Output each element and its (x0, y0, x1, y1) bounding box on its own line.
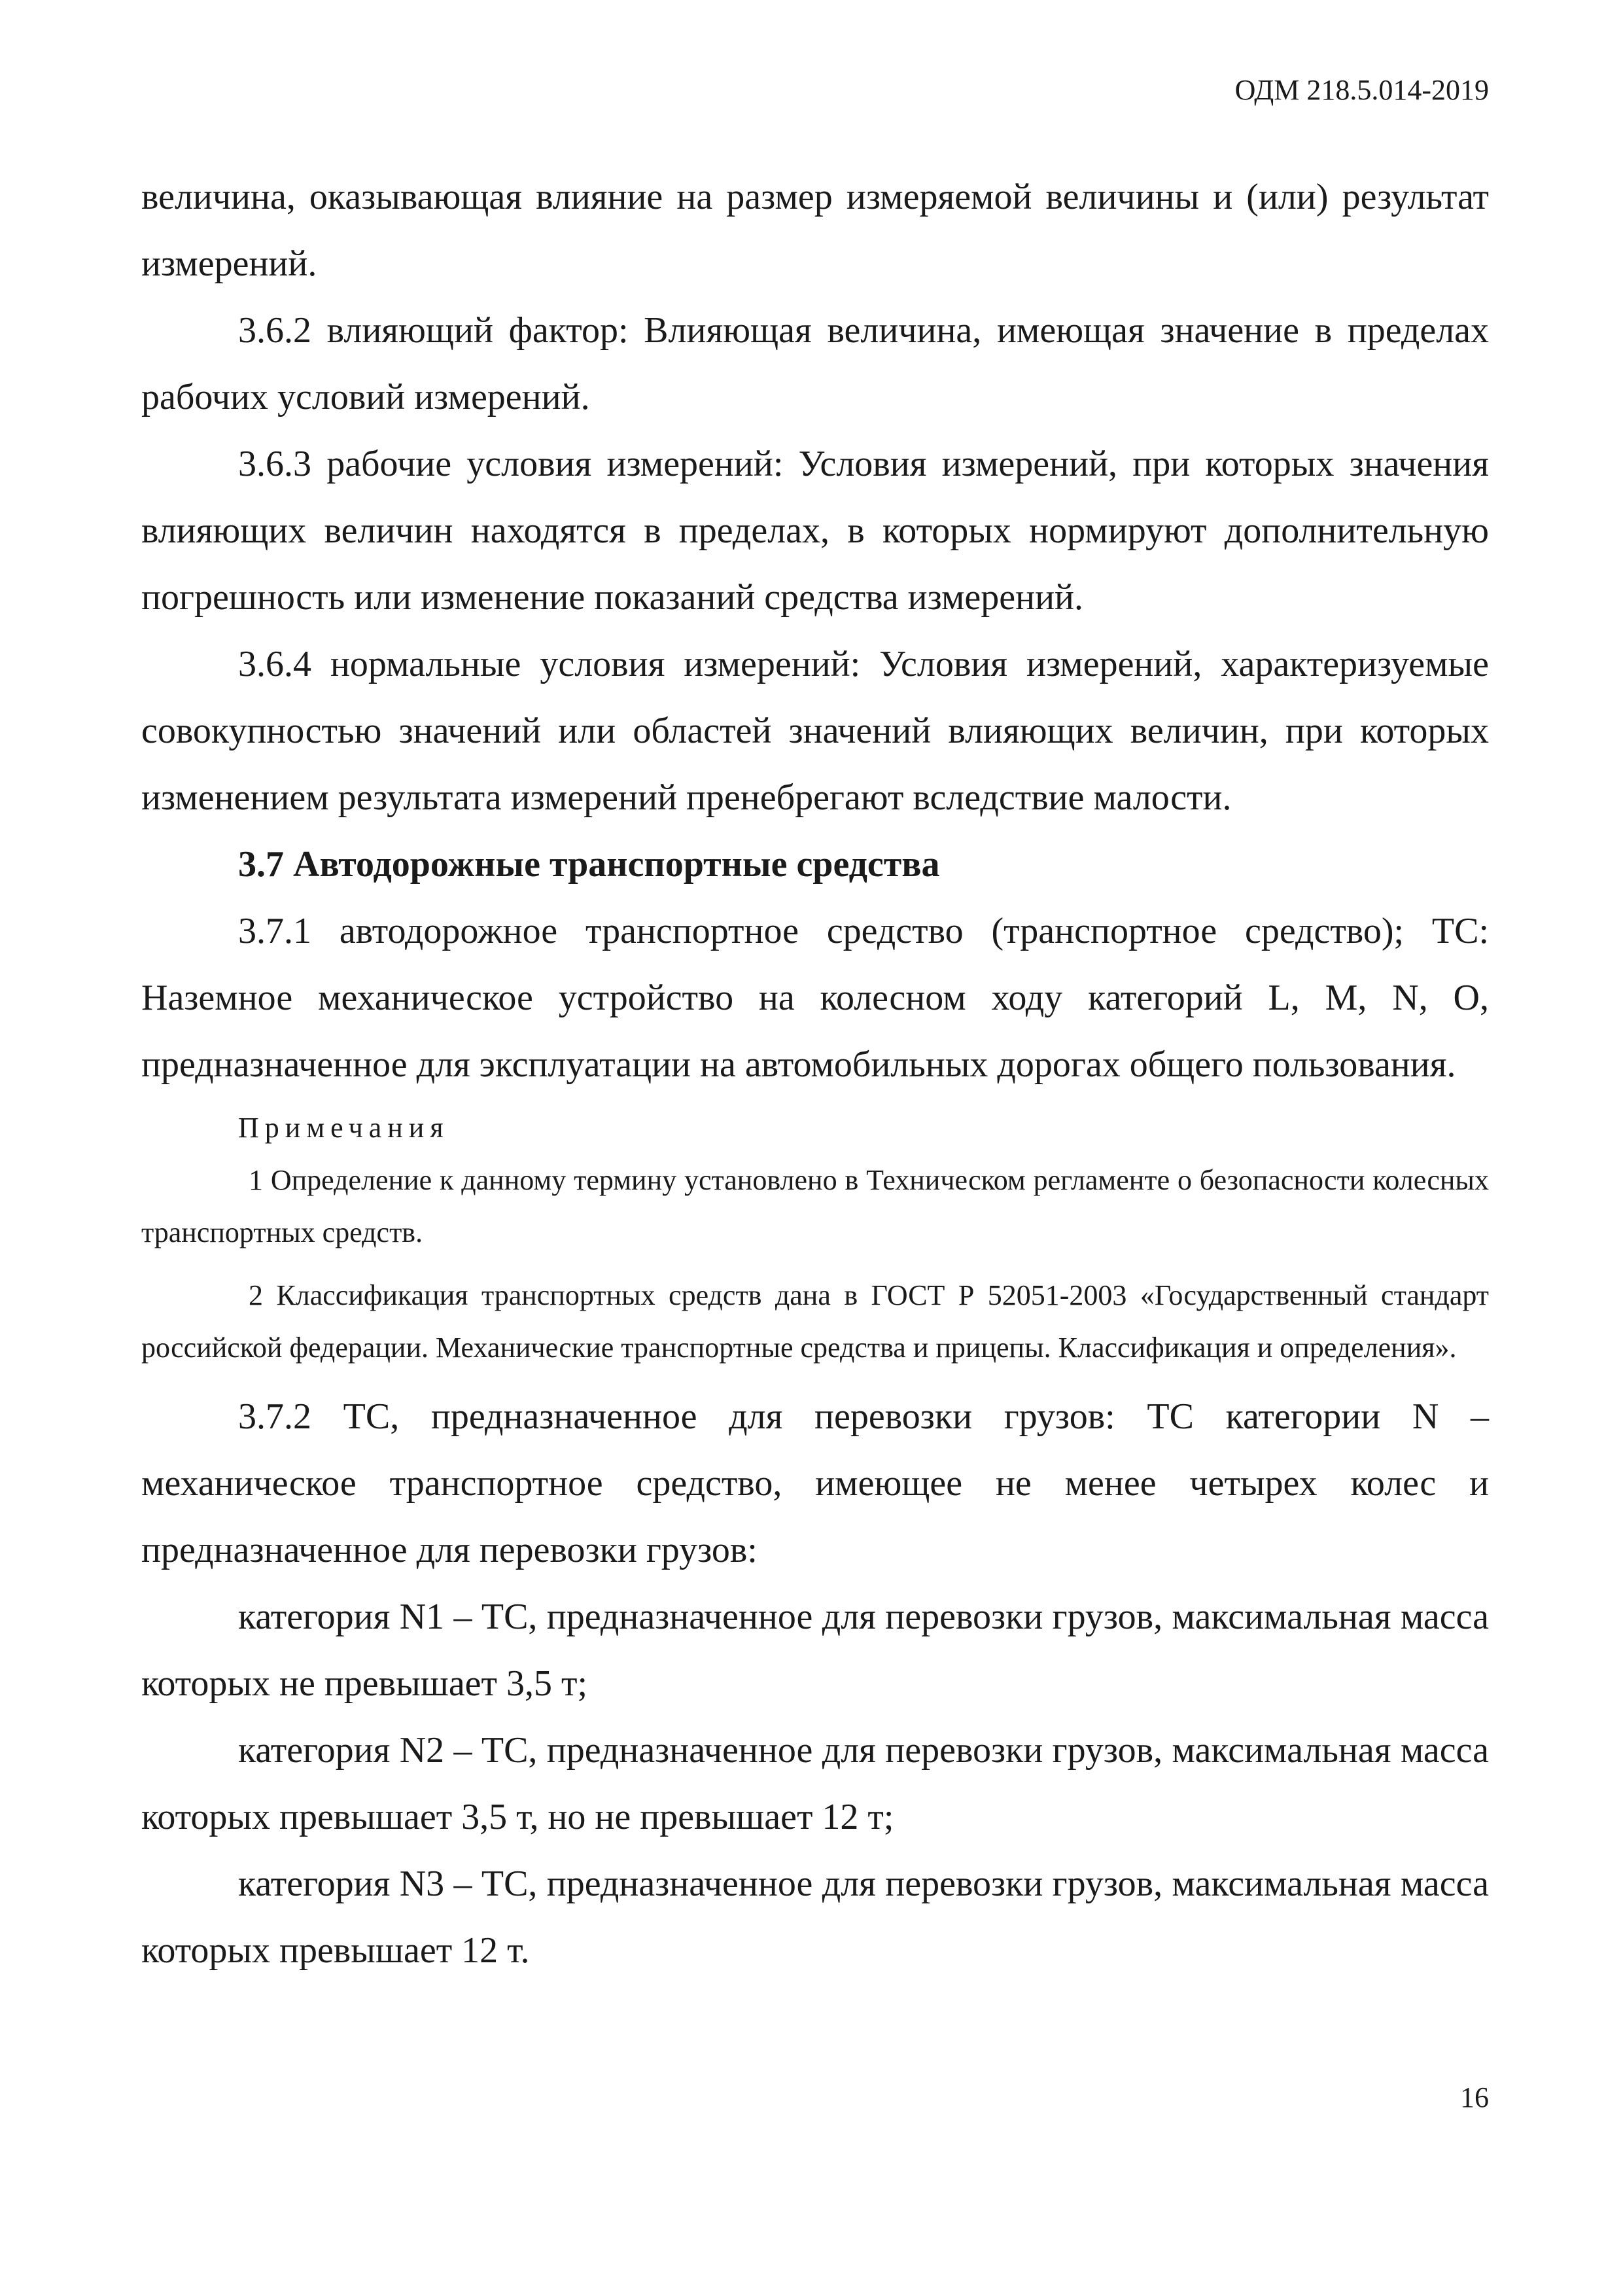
category-n3: категория N3 – ТС, предназначенное для перевозки грузов, максимальная масса которых превышает 12 т. (141, 1863, 1489, 1971)
category-n1: категория N1 – ТС, предназначенное для перевозки грузов, максимальная масса которых не превышает 3,5 т; (141, 1597, 1489, 1704)
paragraph-3-6-3: 3.6.3 рабочие условия измерений: Условия измерений, при которых значения влияющих величин находятся в пределах, в которых нормируют дополнительную погрешность или изменение показаний средства измерений. (141, 444, 1489, 618)
paragraph-continuation: величина, оказывающая влияние на размер измеряемой величины и (или) результат измерений. (141, 177, 1489, 284)
paragraph-3-6-2: 3.6.2 влияющий фактор: Влияющая величина, имеющая значение в пределах рабочих условий измерений. (141, 310, 1489, 417)
paragraph-3-7-2: 3.7.2 ТС, предназначенное для перевозки грузов: ТС категории N – механическое транспортное средство, имеющее не менее четырех колес и предназначенное для перевозки грузов: (141, 1396, 1489, 1570)
document-code: ОДМ 218.5.014-2019 (1234, 74, 1489, 106)
section-heading-3-7: 3.7 Автодорожные транспортные средства (238, 844, 940, 885)
paragraph-3-6-4: 3.6.4 нормальные условия измерений: Условия измерений, характеризуемые совокупностью значений или областей значений влияющих величин, при которых изменением результата измерений пренебрегают вследствие малости. (141, 644, 1489, 818)
note-item-1: 1 Определение к данному термину установлено в Техническом регламенте о безопасности колесных транспортных средств. (141, 1164, 1489, 1248)
category-n2: категория N2 – ТС, предназначенное для перевозки грузов, максимальная масса которых превышает 3,5 т, но не превышает 12 т; (141, 1730, 1489, 1837)
paragraph-3-7-1: 3.7.1 автодорожное транспортное средство (транспортное средство); ТС: Наземное механическое устройство на колесном ходу категорий L, M, N, O, предназначенное для эксплуатации на автомобильных дорогах общего пользования. (141, 911, 1489, 1085)
document-body (141, 164, 1489, 1984)
note-item-2: 2 Классификация транспортных средств дана в ГОСТ Р 52051-2003 «Государственный стандарт российской федерации. Механические транспортные средства и прицепы. Классификация и определения». (141, 1279, 1489, 1364)
notes-title: Примечания (238, 1112, 449, 1144)
page-number: 16 (1460, 2081, 1489, 2113)
